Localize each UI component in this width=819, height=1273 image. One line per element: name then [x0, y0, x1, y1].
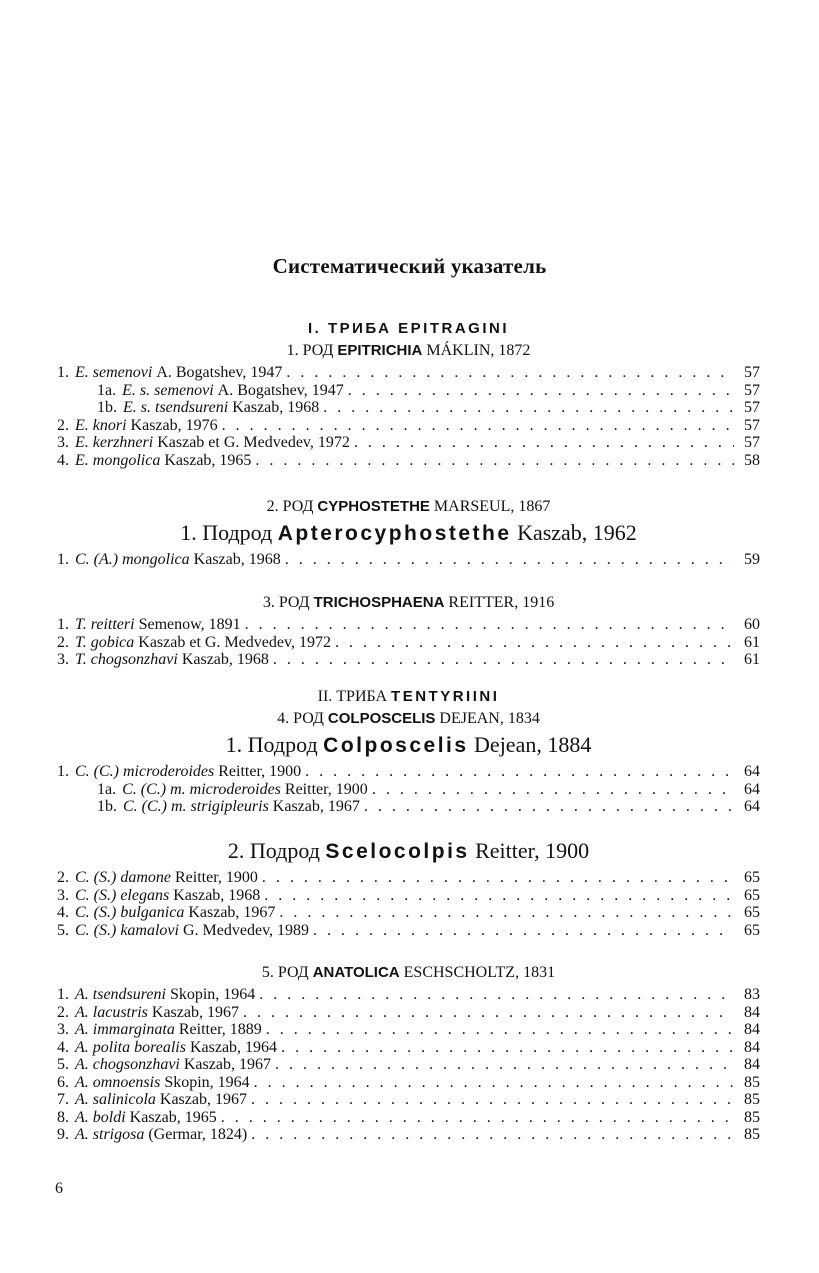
index-entry: 1. A. tsendsureni Skopin, 1964 . . . 83: [57, 986, 760, 1004]
index-entry: 5. C. (S.) kamalovi G. Medvedev, 1989 . . . 65: [57, 922, 760, 940]
index-entry: 5. A. chogsonzhavi Kaszab, 1967 . . . 84: [57, 1056, 760, 1074]
index-entry: 7. A. salinicola Kaszab, 1967 . . . 85: [57, 1091, 760, 1109]
index-entry: 1a. E. s. semenovi A. Bogatshev, 1947 . . . 57: [57, 382, 760, 400]
section-scelocolpis: [57, 836, 760, 939]
page-title: Систематический указатель: [272, 254, 547, 278]
entry-list: [57, 616, 760, 669]
index-entry: 9. A. strigosa (Germar, 1824) . . . 85: [57, 1126, 760, 1144]
genus-heading: 4. РОД COLPOSCELIS DEJEAN, 1834: [277, 710, 540, 727]
index-entry: 4. C. (S.) bulganica Kaszab, 1967 . . . 65: [57, 904, 760, 922]
index-entry: 1b. E. s. tsendsureni Kaszab, 1968 . . . 57: [57, 399, 760, 417]
index-entry: 3. A. immarginata Reitter, 1889 . . . 84: [57, 1021, 760, 1039]
section-epitrichia: [57, 318, 760, 469]
index-entry: 3. T. chogsonzhavi Kaszab, 1968 . . . 61: [57, 651, 760, 669]
genus-heading: 2. РОД CYPHOSTETHE MARSEUL, 1867: [266, 498, 551, 515]
index-entry: 2. T. gobica Kaszab et G. Medvedev, 1972 . . . 61: [57, 634, 760, 652]
section-colposcelis: [57, 686, 760, 816]
entry-list: [57, 869, 760, 939]
genus-heading: 1. РОД EPITRICHIA MÁKLIN, 1872: [286, 342, 531, 359]
index-entry: 1a. C. (C.) m. microderoides Reitter, 1900 . . . 64: [57, 781, 760, 799]
section-anatolica: [57, 962, 760, 1144]
index-entry: 2. E. knori Kaszab, 1976 . . . 57: [57, 417, 760, 435]
index-entry: 4. E. mongolica Kaszab, 1965 . . . 58: [57, 452, 760, 470]
index-entry: 4. A. polita borealis Kaszab, 1964 . . . 84: [57, 1039, 760, 1057]
index-entry: 1. C. (C.) microderoides Reitter, 1900 . . . 64: [57, 763, 760, 781]
index-entry: 1. T. reitteri Semenow, 1891 . . . 60: [57, 616, 760, 634]
tribe-heading: I. ТРИБА EPITRAGINI: [307, 320, 509, 337]
index-entry: 1b. C. (C.) m. strigipleuris Kaszab, 1967 . . . 64: [57, 798, 760, 816]
index-entry: 2. A. lacustris Kaszab, 1967 . . . 84: [57, 1004, 760, 1022]
index-entry: 3. E. kerzhneri Kaszab et G. Medvedev, 1972 . . . 57: [57, 434, 760, 452]
tribe-heading: II. ТРИБА TENTYRIINI: [317, 688, 500, 705]
index-entry: 1. C. (A.) mongolica Kaszab, 1968 . . . 59: [57, 551, 760, 569]
section-cyphostethe: [57, 496, 760, 569]
subgenus-heading: 1. Подрод Apterocyphostethe Kaszab, 1962: [180, 520, 637, 545]
index-entry: 6. A. omnoensis Skopin, 1964 . . . 85: [57, 1074, 760, 1092]
entry-list: [57, 551, 760, 569]
genus-heading: 3. РОД TRICHOSPHAENA REITTER, 1916: [262, 594, 555, 611]
index-entry: 3. C. (S.) elegans Kaszab, 1968 . . . 65: [57, 887, 760, 905]
index-entry: 2. C. (S.) damone Reitter, 1900 . . . 65: [57, 869, 760, 887]
index-entry: 8. A. boldi Kaszab, 1965 . . . 85: [57, 1109, 760, 1127]
section-trichosphaena: [57, 592, 760, 669]
page-number: 6: [55, 1180, 63, 1197]
index-entry: 1. E. semenovi A. Bogatshev, 1947 . . . 57: [57, 364, 760, 382]
entry-list: [57, 986, 760, 1144]
subgenus-heading: 2. Подрод Scelocolpis Reitter, 1900: [227, 838, 590, 863]
entry-list: [57, 364, 760, 469]
entry-list: [57, 763, 760, 816]
subgenus-heading: 1. Подрод Colposcelis Dejean, 1884: [225, 732, 592, 757]
genus-heading: 5. РОД ANATOLICA ESCHSCHOLTZ, 1831: [261, 964, 556, 981]
